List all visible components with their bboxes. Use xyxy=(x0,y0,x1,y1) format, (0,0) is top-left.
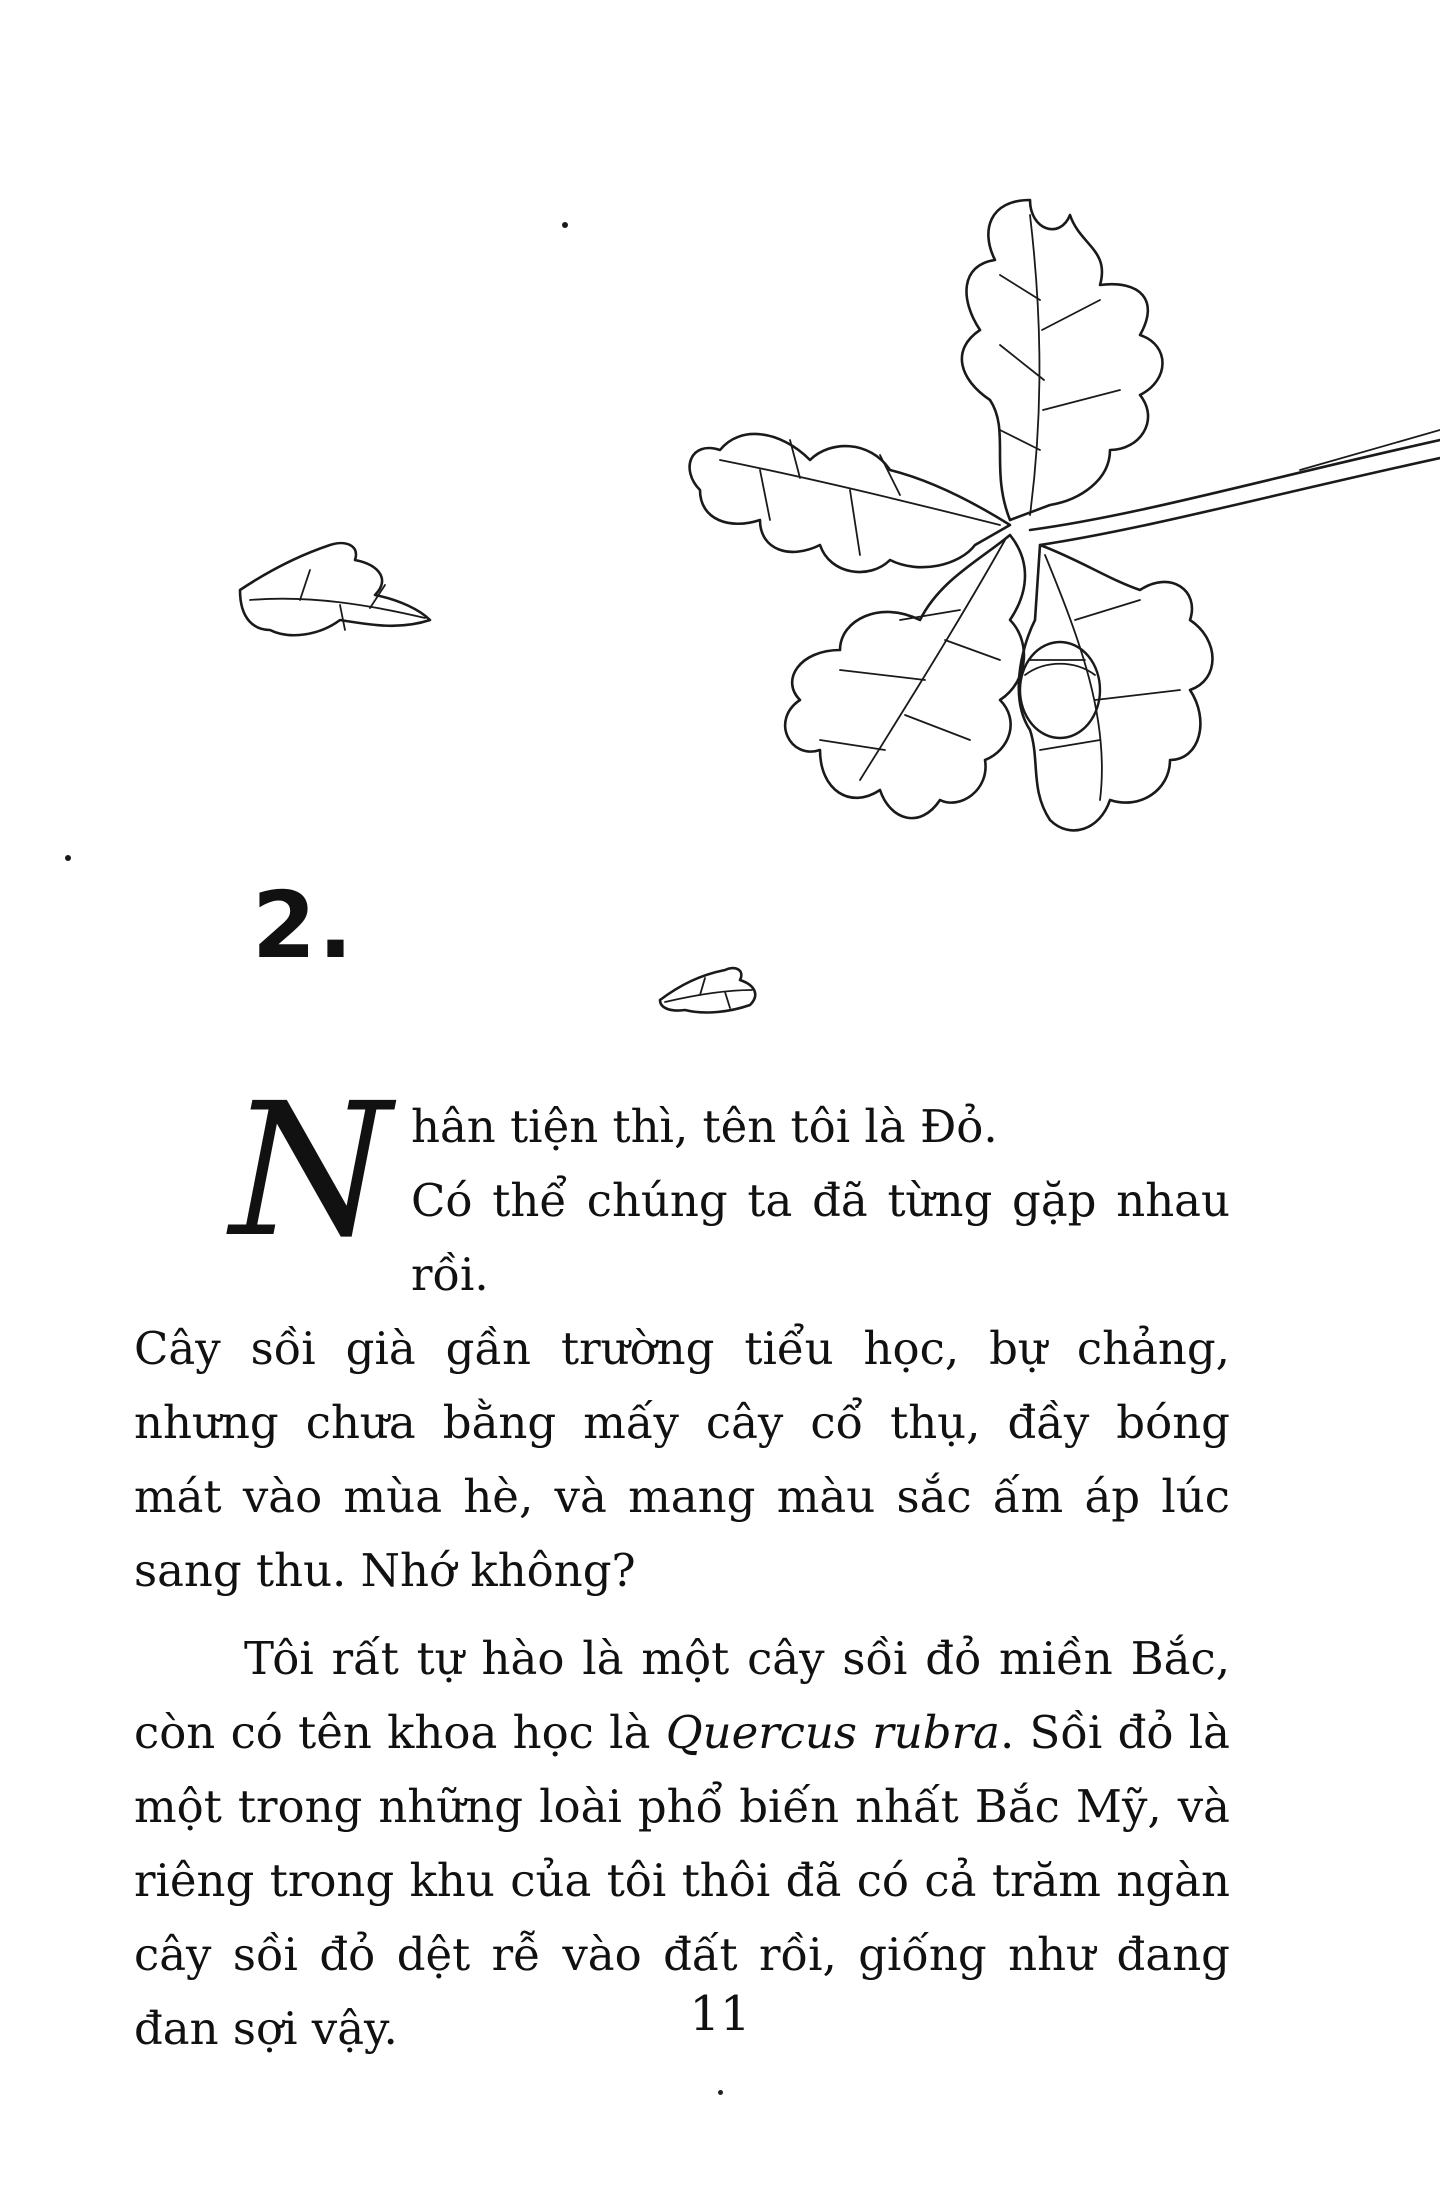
page-number: 11 xyxy=(689,1986,751,2042)
opening-paragraph-continuation: Cây sồi già gần trường tiểu học, bự chảng, nhưng chưa bằng mấy cây cổ thụ, đầy bóng mát vào mùa hè, và mang màu sắc ấm áp lúc sang thu. Nhớ không? xyxy=(134,1322,1230,1597)
drop-cap-letter: N xyxy=(230,1064,391,1278)
opening-line-2: Có thể chúng ta đã từng gặp nhau rồi. xyxy=(411,1174,1230,1301)
left-oak-leaf-icon xyxy=(690,434,1010,572)
opening-line-1: hân tiện thì, tên tôi là Đỏ. xyxy=(411,1100,998,1153)
second-paragraph-text-b: . Sồi đỏ là một trong những loài phổ biến nhất Bắc Mỹ, và riêng trong khu của tôi thôi đã có cả trăm ngàn cây sồi đỏ dệt rễ vào đất rồi, giống như đang đan sợi vậy. xyxy=(134,1706,1230,2055)
print-speck xyxy=(718,2090,723,2095)
small-leaf-icon xyxy=(240,543,430,635)
chapter-number: 2. xyxy=(252,872,355,979)
tiny-leaf-icon xyxy=(660,968,755,1012)
opening-paragraph xyxy=(134,1064,1230,1608)
scientific-name: Quercus rubra xyxy=(665,1706,1000,1759)
lower-right-oak-leaf-icon xyxy=(1019,545,1213,830)
oak-leaves-illustration-icon xyxy=(0,0,1440,1100)
lower-left-oak-leaf-icon xyxy=(785,535,1025,818)
chapter-body xyxy=(134,1064,1230,2066)
upper-oak-leaf-icon xyxy=(962,200,1163,520)
second-paragraph-text-a: Tôi rất tự hào là một cây sồi đỏ miền Bắc, còn có tên khoa học là xyxy=(134,1632,1230,1759)
